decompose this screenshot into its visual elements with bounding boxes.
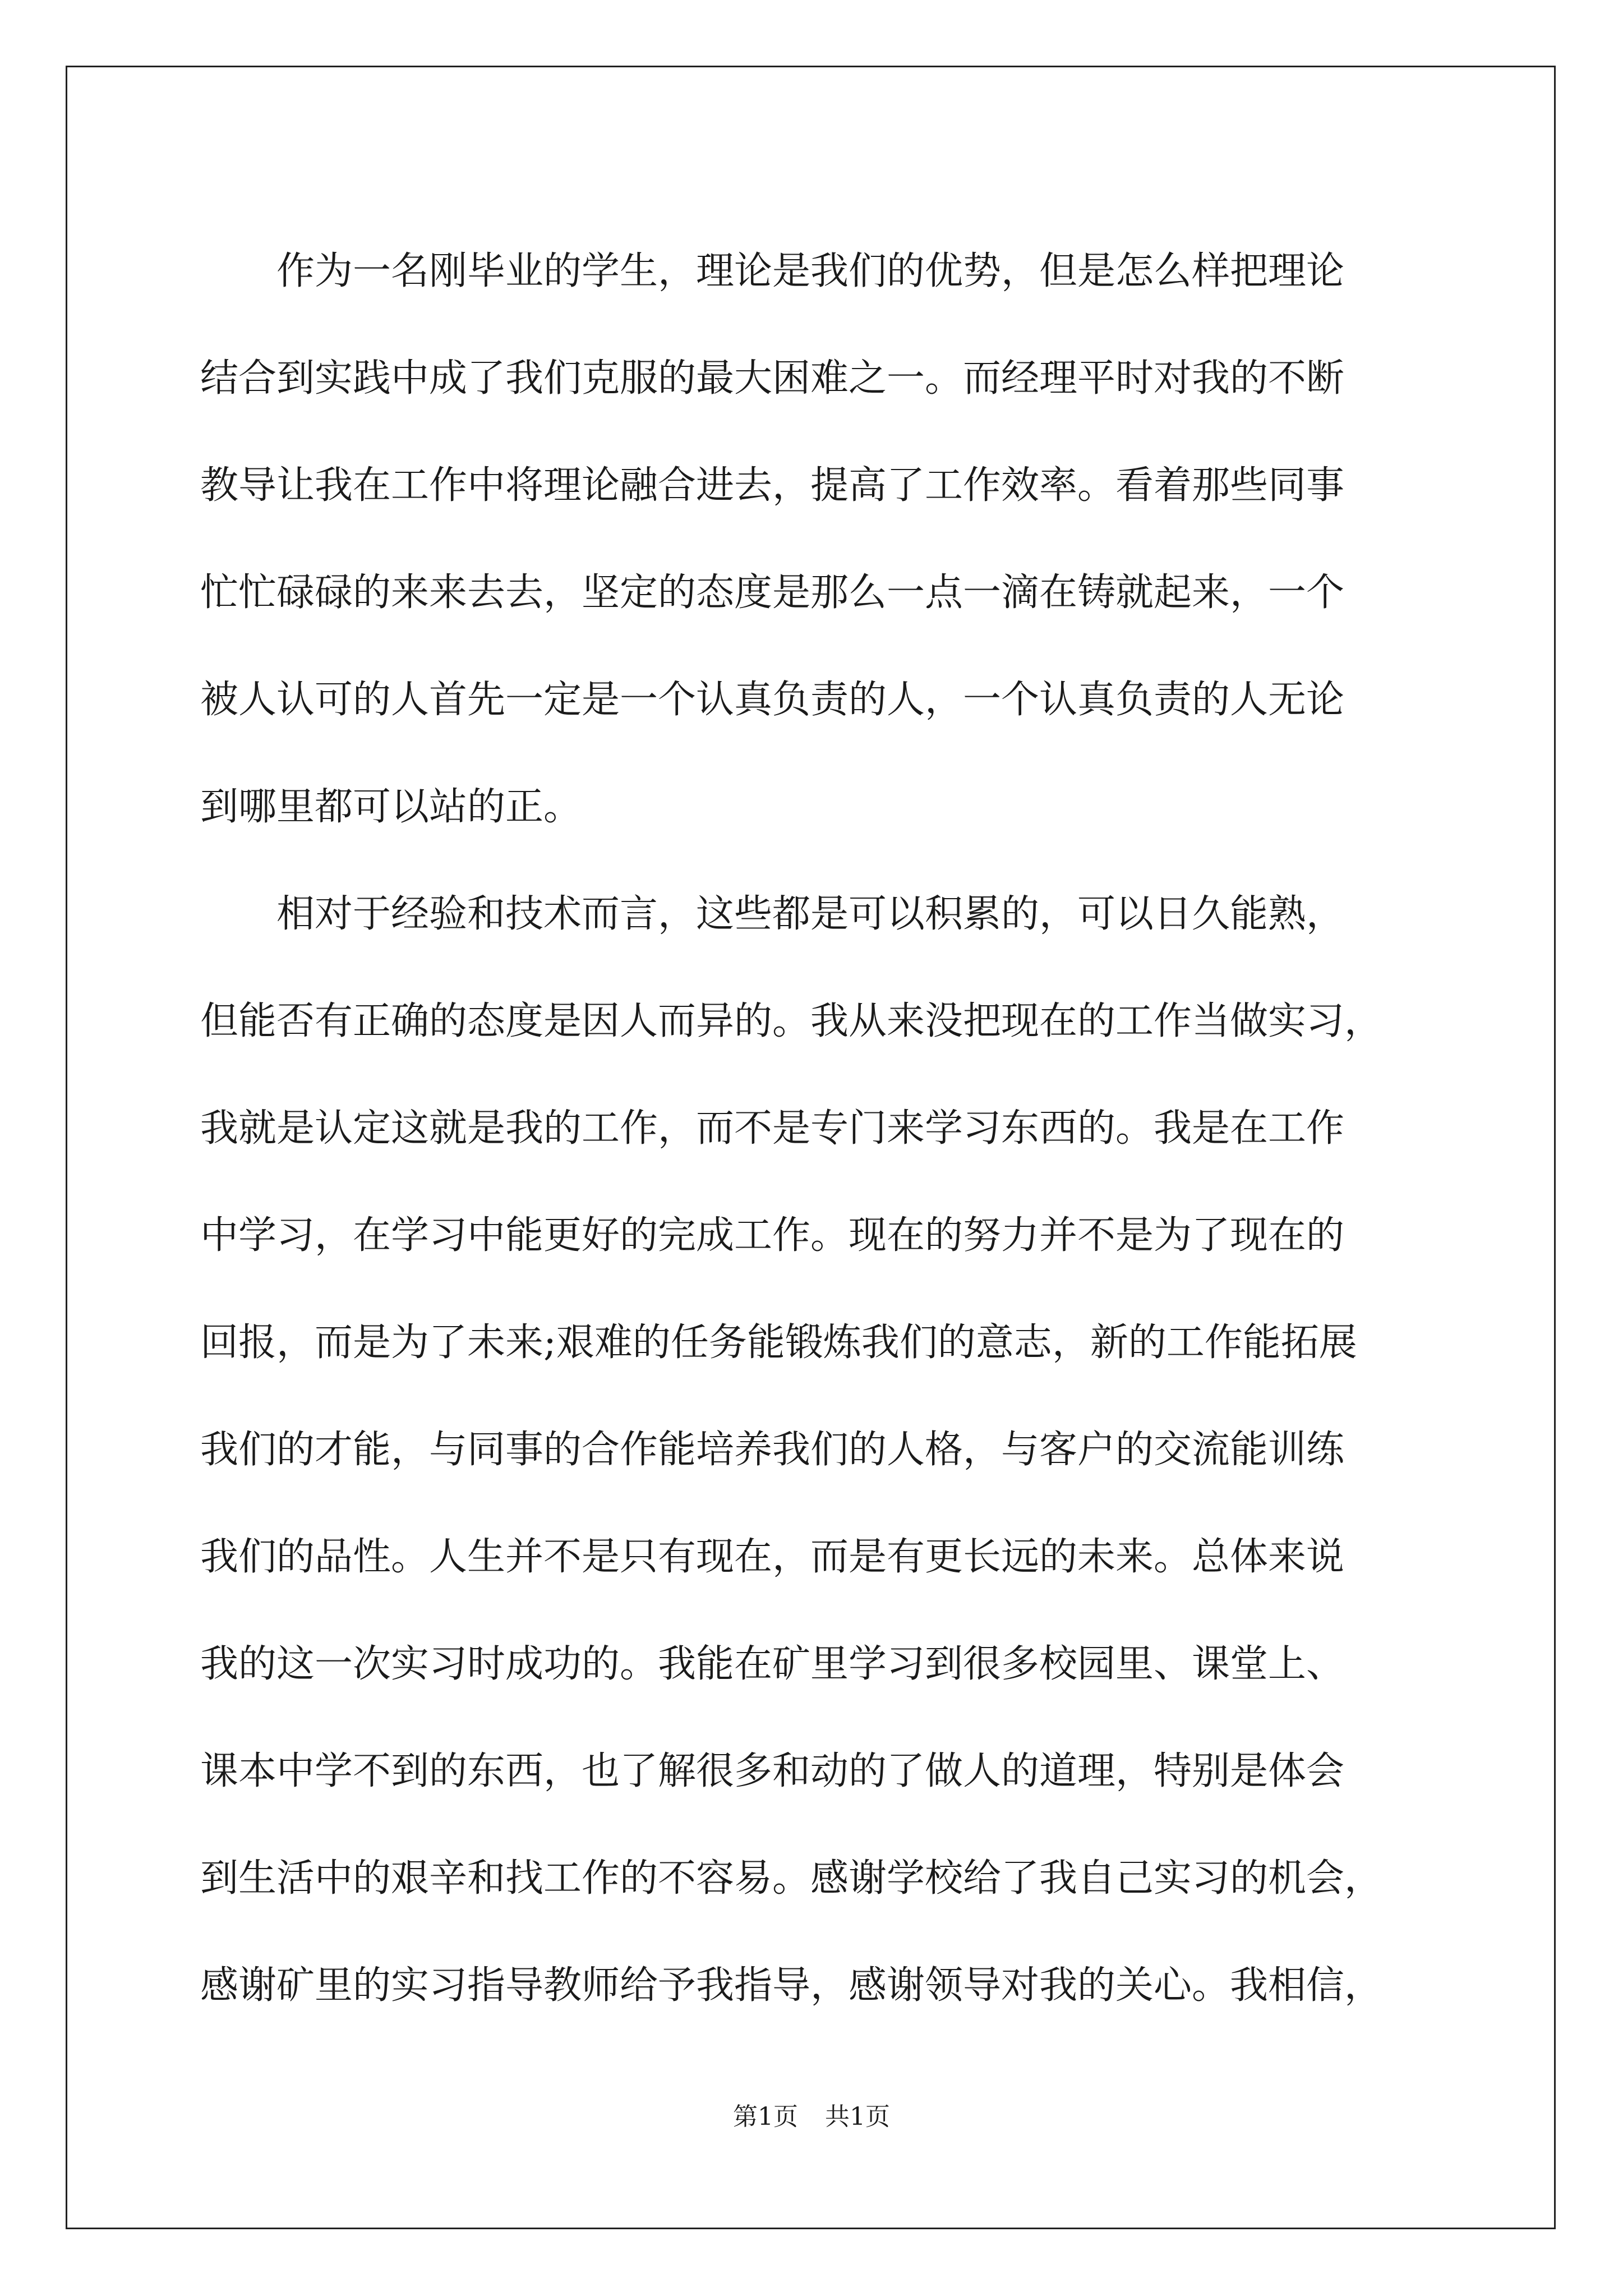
text-line: 感谢矿里的实习指导教师给予我指导，感谢领导对我的关心。我相信， [200,1963,1383,2008]
text-line: 我的这一次实习时成功的。我能在矿里学习到很多校园里、课堂上、 [200,1642,1345,1686]
text-line: 到哪里都可以站的正。 [200,785,582,829]
page-number: 第1页 [733,2102,798,2131]
text-line: 课本中学不到的东西，也了解很多和动的了做人的道理，特别是体会 [200,1749,1345,1793]
text-line: 我就是认定这就是我的工作，而不是专门来学习东西的。我是在工作 [200,1106,1345,1151]
text-line: 作为一名刚毕业的学生，理论是我们的优势，但是怎么样把理论 [276,249,1345,293]
document-body [200,218,1434,2039]
paragraph-1 [200,218,1434,861]
text-line: 我们的才能，与同事的合作能培养我们的人格，与客户的交流能训练 [200,1428,1345,1472]
text-line: 教导让我在工作中将理论融合进去，提高了工作效率。看着那些同事 [200,463,1345,508]
text-line: 到生活中的艰辛和找工作的不容易。感谢学校给了我自己实习的机会， [200,1856,1383,1901]
text-line: 回报，而是为了未来;艰难的任务能锻炼我们的意志，新的工作能拓展 [200,1320,1357,1365]
text-line: 中学习，在学习中能更好的完成工作。现在的努力并不是为了现在的 [200,1213,1345,1258]
text-line: 结合到实践中成了我们克服的最大困难之一。而经理平时对我的不断 [200,356,1345,401]
text-line: 忙忙碌碌的来来去去，坚定的态度是那么一点一滴在铸就起来，一个 [200,570,1345,615]
page-total: 共1页 [825,2102,890,2131]
page-footer [0,2096,1623,2132]
text-line: 我们的品性。人生并不是只有现在，而是有更长远的未来。总体来说 [200,1535,1345,1579]
paragraph-2 [200,861,1434,2039]
text-line: 相对于经验和技术而言，这些都是可以积累的，可以日久能熟， [276,892,1345,936]
text-line: 被人认可的人首先一定是一个认真负责的人，一个认真负责的人无论 [200,678,1345,722]
text-line: 但能否有正确的态度是因人而异的。我从来没把现在的工作当做实习， [200,999,1383,1043]
